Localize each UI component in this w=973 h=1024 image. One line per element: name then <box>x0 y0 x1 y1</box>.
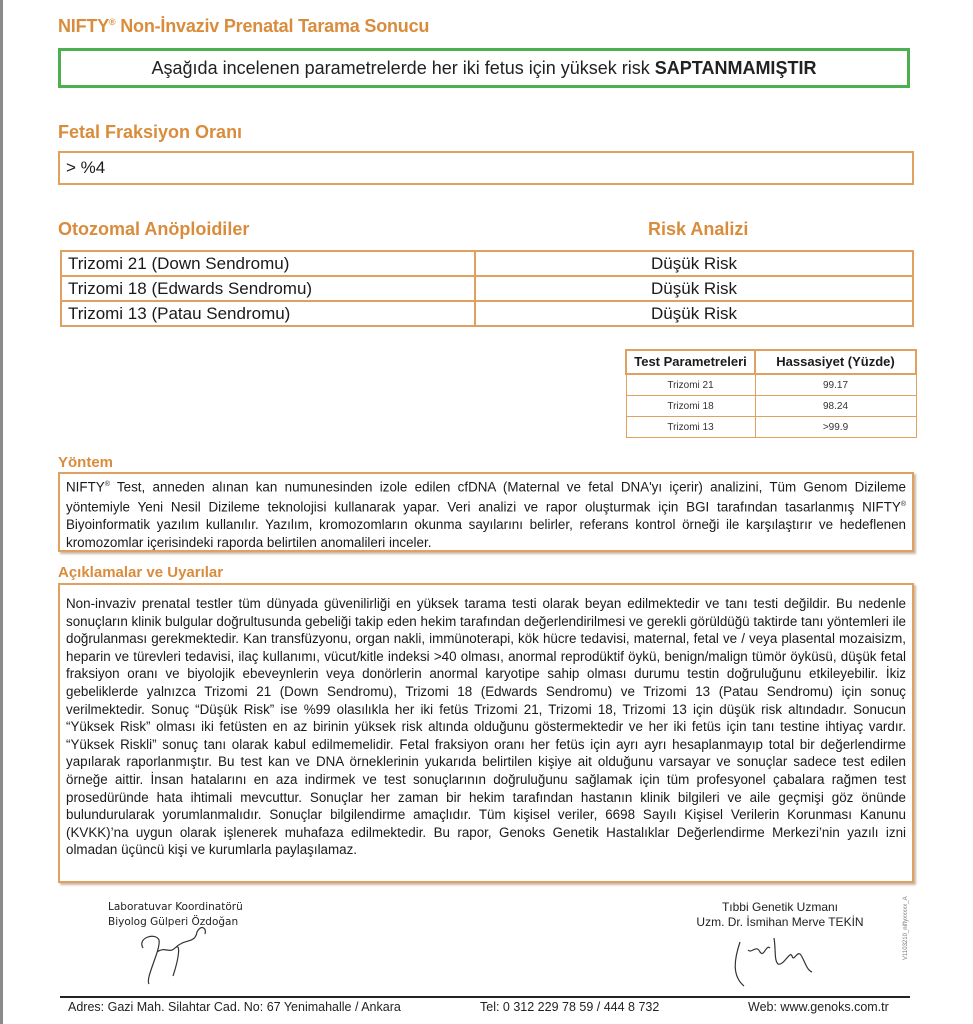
page-left-edge <box>0 0 3 1024</box>
footer-divider <box>60 996 910 998</box>
risk-value: Düşük Risk <box>475 301 913 326</box>
method-text: NIFTY® Test, anneden alınan kan numunesinden izole edilen cfDNA (Maternal ve fetal DNA'yı içerir) analizini, Tüm Genom Dizileme yöntemiyle Yeni Nesil Dizileme teknolojisi kullanarak yapar. Veri analizi ve rapor oluşturmak için BGI tarafından tasarlanmış NIFTY® Biyoinformatik yazılım kullanılır. Yazılım, kromozomların okunma sayılarını belirler, referans kontrol örneği ile karşılaştırır ve hedeflenen kromozomlar içerisindeki raporda belirtilen anomalileri inceler. <box>58 472 914 552</box>
left-signatory-name: Biyolog Gülperi Özdoğan <box>108 916 239 928</box>
table-row <box>626 396 916 417</box>
aneuploidy-table <box>60 250 914 327</box>
sensitivity-cell: 98.24 <box>755 396 916 417</box>
aneuploidy-title: Otozomal Anöploidiler <box>58 219 250 239</box>
right-signatory-name: Uzm. Dr. İsmihan Merve TEKİN <box>696 915 864 929</box>
result-text: Aşağıda incelenen parametrelerde her iki fetus için yüksek risk <box>151 58 655 78</box>
table-row <box>61 301 913 326</box>
table-header-row <box>626 350 916 374</box>
left-signature-icon <box>135 918 215 988</box>
table-row <box>61 251 913 276</box>
document-code: V1103210_niftyxxxxx_A <box>903 896 909 960</box>
sensitivity-cell: 99.17 <box>755 374 916 396</box>
sensitivity-table <box>625 349 917 438</box>
fetal-fraction-value: > %4 <box>58 151 914 185</box>
table-row <box>626 374 916 396</box>
notes-text: Non-invaziv prenatal testler tüm dünyada güvenilirliği en yüksek tarama testi olarak beyan edilmektedir ve tanı testi değildir. Bu nedenle sonuçların klinik bulgular doğrultusunda gebeliği takip eden hekim tarafından değerlendirilmesi ve gerekli görüldüğü taktirde tanı yöntemleri ile doğrulanması gerekmektedir. Kan transfüzyonu, organ nakli, immünoterapi, kök hücre tedavisi, maternal, fetal ve / veya plasental mozaisizm, heparin ve türevleri tedavisi, ilaç kullanımı, vücut/kitle indeksi >40 olması, anormal reprodüktif öykü, benign/malign tümör öyküsü, düşük fetal fraksiyon oranı ve biyolojik ebeveynlerin veya donörlerin anormal karyotipe sahip olması durumu testin doğruluğunu etkileyebilir. İkiz gebeliklerde yalnızca Trizomi 21 (Down Sendromu), Trizomi 18 (Edwards Sendromu) ve Trizomi 13 (Patau Sendromu) için sonuç verilmektedir. Sonuç “Düşük Risk” ise %99 olasılıkla her iki fetüs Trizomi 21, Trizomi 18, Trizomi 13 için düşük risk altındadır. Sonucun “Yüksek Risk” olması iki fetüsten en az birinin yüksek risk altında olduğunu göstermektedir ve her iki fetüs için tanı testine ihtiyaç vardır. “Yüksek Riskli” sonuç tanı olarak kabul edilmemelidir. Fetal fraksiyon oranı her fetüs için ayrı ayrı hesaplanmayıp total bir değerlendirme yapılarak raporlanmıştır. Bu test kan ve DNA örneklerinin yukarıda belirtilen kişiye ait olduğunu varsayar ve sonuçlar sadece test edilen örneğe aittir. İnsan hatalarını en aza indirmek ve test sonuçlarının doğruluğunu sağlamak için tüm profesyonel çabalara rağmen test prosedüründe hata ihtimali mevcuttur. Sonuçlar her zaman bir hekim tarafından hastanın klinik bilgileri ve aile geçmişi göz önünde bulundurularak yorumlanmalıdır. Sonuçlar bilgilendirme amaçlıdır. Tüm kişisel veriler, 6698 Sayılı Kişisel Verilerin Korunması Kanunu (KVKK)’na uygun olarak işlenerek muhafaza edilmektedir. Bu rapor, Genoks Genetik Hastalıklar Değerlendirme Merkezi’nin yazılı izni olmadan üçüncü kişi ve kurumlarla paylaşılamaz. <box>58 583 914 883</box>
table-row <box>626 417 916 438</box>
footer-phone: Tel: 0 312 229 78 59 / 444 8 732 <box>480 1000 660 1014</box>
parameter-cell: Trizomi 18 <box>626 396 755 417</box>
right-signatory-role: Tıbbi Genetik Uzmanı <box>721 900 839 914</box>
right-signature-icon <box>730 930 830 990</box>
notes-title: Açıklamalar ve Uyarılar <box>58 564 224 581</box>
left-signatory-role: Laboratuvar Koordinatörü <box>108 901 243 913</box>
footer-web: Web: www.genoks.com.tr <box>748 1000 889 1014</box>
result-summary-box <box>58 48 910 88</box>
condition-name: Trizomi 21 (Down Sendromu) <box>61 251 475 276</box>
report-title: NIFTY® Non-İnvaziv Prenatal Tarama Sonucu <box>58 16 430 36</box>
footer-address: Adres: Gazi Mah. Silahtar Cad. No: 67 Yenimahalle / Ankara <box>68 1000 401 1014</box>
column-header-parameters: Test Parametreleri <box>626 350 755 374</box>
risk-value: Düşük Risk <box>475 251 913 276</box>
condition-name: Trizomi 18 (Edwards Sendromu) <box>61 276 475 301</box>
column-header-sensitivity: Hassasiyet (Yüzde) <box>755 350 916 374</box>
risk-value: Düşük Risk <box>475 276 913 301</box>
parameter-cell: Trizomi 13 <box>626 417 755 438</box>
table-row <box>61 276 913 301</box>
result-emphasis: SAPTANMAMIŞTIR <box>654 58 817 78</box>
right-signatory <box>680 900 880 930</box>
condition-name: Trizomi 13 (Patau Sendromu) <box>61 301 475 326</box>
method-title: Yöntem <box>58 454 114 471</box>
parameter-cell: Trizomi 21 <box>626 374 755 396</box>
fetal-fraction-title: Fetal Fraksiyon Oranı <box>58 122 243 142</box>
risk-analysis-title: Risk Analizi <box>648 219 749 239</box>
sensitivity-cell: >99.9 <box>755 417 916 438</box>
